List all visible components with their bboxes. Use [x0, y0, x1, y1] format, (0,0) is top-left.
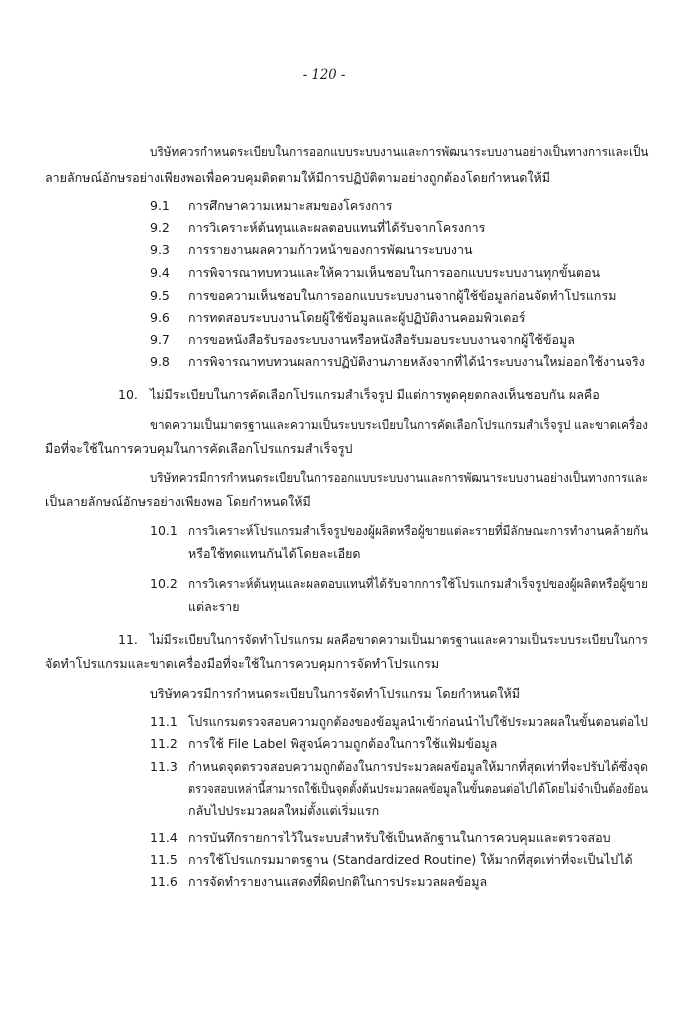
section-10-should-line-1: บริษัทควรมีการกำหนดระเบียบในการออกแบบระบบงานและการพัฒนาระบบงานอย่างเป็นทางการและ	[150, 470, 649, 485]
list-10-1-number: 10.1	[150, 523, 178, 538]
list-11-6-number: 11.6	[150, 874, 178, 889]
list-11-2-number: 11.2	[150, 736, 178, 751]
list-9-1-text: การศึกษาความเหมาะสมของโครงการ	[188, 198, 393, 213]
list-9-8-text: การพิจารณาทบทวนผลการปฏิบัติงานภายหลังจากที่ได้นำระบบงานใหม่ออกใช้งานจริง	[188, 354, 645, 369]
intro-line-1: บริษัทควรกำหนดระเบียบในการออกแบบระบบงานและการพัฒนาระบบงานอย่างเป็นทางการและเป็น	[150, 144, 649, 159]
list-11-1-line-1: โปรแกรมตรวจสอบความถูกต้องของข้อมูลนำเข้าก่อนนำไปใช้ประมวลผลในขั้นตอนต่อไป	[188, 714, 648, 729]
list-11-4-line-1: การบันทึกรายการไว้ในระบบสำหรับใช้เป็นหลักฐานในการควบคุมและตรวจสอบ	[188, 830, 611, 845]
list-9-8-number: 9.8	[150, 354, 170, 369]
list-10-1-line-2: หรือใช้ทดแทนกันได้โดยละเอียด	[188, 546, 361, 561]
list-10-2-line-1: การวิเคราะห์ต้นทุนและผลตอบแทนที่ได้รับจากการใช้โปรแกรมสำเร็จรูปของผู้ผลิตหรือผู้ขาย	[188, 576, 648, 591]
list-9-3-text: การรายงานผลความก้าวหน้าของการพัฒนาระบบงาน	[188, 242, 473, 257]
list-11-3-number: 11.3	[150, 759, 178, 774]
list-11-1-number: 11.1	[150, 714, 178, 729]
list-11-2-line-1: การใช้ File Label พิสูจน์ความถูกต้องในการใช้แฟ้มข้อมูล	[188, 736, 498, 751]
list-9-4-number: 9.4	[150, 265, 170, 280]
section-10-number: 10.	[118, 387, 138, 402]
list-11-4-number: 11.4	[150, 830, 178, 845]
intro-line-2: ลายลักษณ์อักษรอย่างเพียงพอเพื่อควบคุมติดตามให้มีการปฏิบัติตามอย่างถูกต้องโดยกำหนดให้มี	[45, 170, 550, 185]
list-9-5-number: 9.5	[150, 288, 170, 303]
list-9-6-text: การทดสอบระบบงานโดยผู้ใช้ข้อมูลและผู้ปฏิบัติงานคอมพิวเตอร์	[188, 310, 526, 325]
section-10-heading: ไม่มีระเบียบในการคัดเลือกโปรแกรมสำเร็จรูป มีแต่การพูดคุยตกลงเห็นชอบกัน ผลคือ	[150, 387, 600, 402]
list-9-7-number: 9.7	[150, 332, 170, 347]
list-9-5-text: การขอความเห็นชอบในการออกแบบระบบงานจากผู้ใช้ข้อมูลก่อนจัดทำโปรแกรม	[188, 288, 617, 303]
section-10-effect-line-2: มือที่จะใช้ในการควบคุมในการคัดเลือกโปรแกรมสำเร็จรูป	[45, 441, 353, 456]
list-9-7-text: การขอหนังสือรับรองระบบงานหรือหนังสือรับมอบระบบงานจากผู้ใช้ข้อมูล	[188, 332, 575, 347]
list-9-6-number: 9.6	[150, 310, 170, 325]
section-10-should-line-2: เป็นลายลักษณ์อักษรอย่างเพียงพอ โดยกำหนดให้มี	[45, 494, 311, 509]
list-9-3-number: 9.3	[150, 242, 170, 257]
list-11-3-line-1: กำหนดจุดตรวจสอบความถูกต้องในการประมวลผลข้อมูลให้มากที่สุดเท่าที่จะปรับได้ซึ่งจุด	[188, 759, 649, 774]
list-9-2-number: 9.2	[150, 220, 170, 235]
list-11-5-line-1: การใช้โปรแกรมมาตรฐาน (Standardized Routine) ให้มากที่สุดเท่าที่จะเป็นไปได้	[188, 852, 633, 867]
section-11-heading-line-1: ไม่มีระเบียบในการจัดทำโปรแกรม ผลคือขาดความเป็นมาตรฐานและความเป็นระบบระเบียบในการ	[150, 632, 648, 647]
list-9-4-text: การพิจารณาทบทวนและให้ความเห็นชอบในการออกแบบระบบงานทุกขั้นตอน	[188, 265, 601, 280]
list-11-3-line-2: ตรวจสอบเหล่านี้สามารถใช้เป็นจุดตั้งต้นประมวลผลข้อมูลในขั้นตอนต่อไปได้โดยไม่จำเป็นต้องย้อน	[188, 781, 648, 796]
list-10-1-line-1: การวิเคราะห์โปรแกรมสำเร็จรูปของผู้ผลิตหรือผู้ขายแต่ละรายที่มีลักษณะการทำงานคล้ายกัน	[188, 523, 649, 538]
section-11-should: บริษัทควรมีการกำหนดระเบียบในการจัดทำโปรแกรม โดยกำหนดให้มี	[150, 686, 520, 701]
list-11-3-line-3: กลับไปประมวลผลใหม่ตั้งแต่เริ่มแรก	[188, 803, 380, 818]
page-number: - 120 -	[302, 67, 346, 83]
list-11-5-number: 11.5	[150, 852, 178, 867]
list-9-1-number: 9.1	[150, 198, 170, 213]
list-10-2-line-2: แต่ละราย	[188, 599, 240, 614]
list-10-2-number: 10.2	[150, 576, 178, 591]
section-10-effect-line-1: ขาดความเป็นมาตรฐานและความเป็นระบบระเบียบในการคัดเลือกโปรแกรมสำเร็จรูป และขาดเครื่อง	[150, 417, 648, 432]
section-11-heading-line-2: จัดทำโปรแกรมและขาดเครื่องมือที่จะใช้ในการควบคุมการจัดทำโปรแกรม	[45, 656, 440, 671]
list-11-6-line-1: การจัดทำรายงานแสดงที่ผิดปกติในการประมวลผลข้อมูล	[188, 874, 488, 889]
section-11-number: 11.	[118, 632, 138, 647]
list-9-2-text: การวิเคราะห์ต้นทุนและผลตอบแทนที่ได้รับจากโครงการ	[188, 220, 486, 235]
